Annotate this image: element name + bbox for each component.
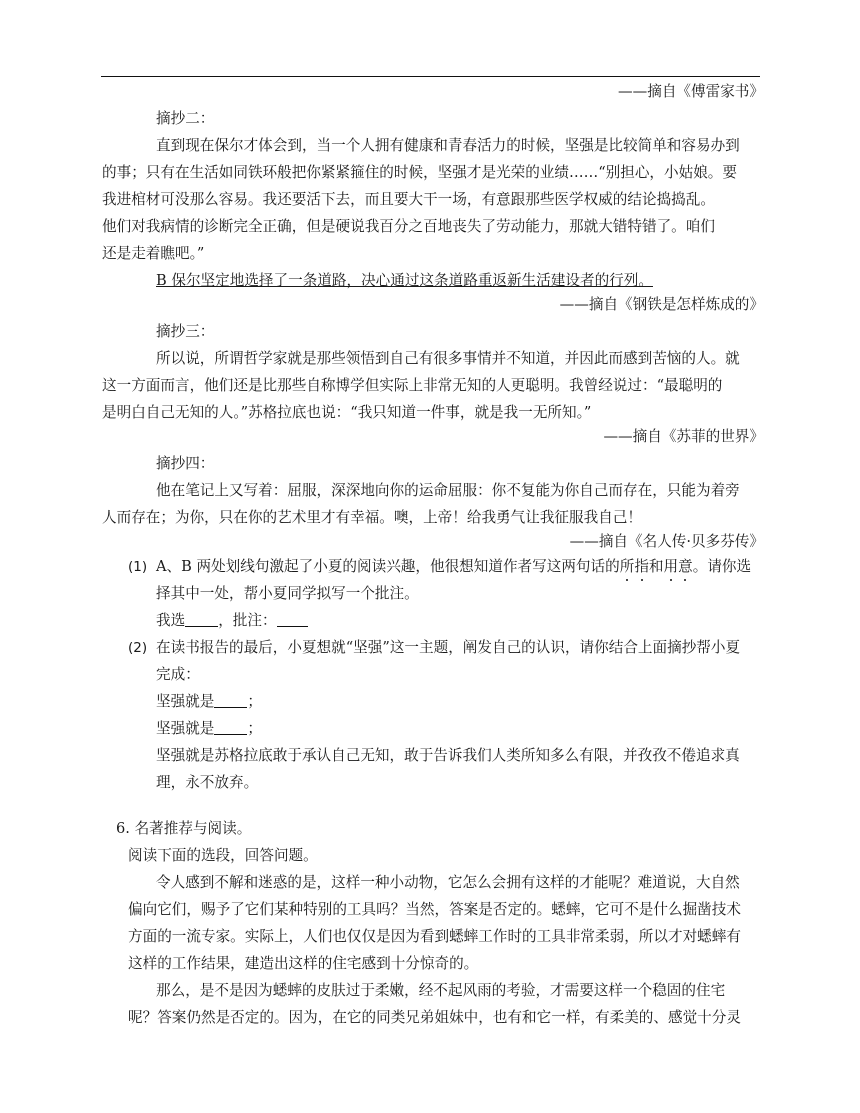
answer-blank-2[interactable]	[214, 720, 247, 735]
passage-line: 方面的一流专家。实际上，人们也仅仅是因为看到蟋蟀工作时的工具非常柔弱，所以才对蟋蟀有	[128, 928, 741, 945]
excerpt4-line: 他在笔记上又写着：屈服，深深地向你的运命屈服：你不复能为你自己而存在，只能为着旁	[156, 482, 740, 499]
excerpt3-line: 是明白自己无知的人。”苏格拉底也说：“我只知道一件事，就是我一无所知。”	[102, 404, 592, 421]
header-rule	[101, 76, 760, 77]
question-6-instruction: 阅读下面的选段，回答问题。	[128, 847, 318, 864]
question-2-line2: 完成：	[156, 666, 200, 683]
excerpt2-line: 的事；只有在生活如同铁环般把你紧紧箍住的时候，坚强才是光荣的业绩……“别担心，小姑娘。要	[102, 164, 737, 181]
excerpt4-line: 人而存在；为你，只在你的艺术里才有幸福。噢，上帝！给我勇气让我征服我自己！	[102, 509, 642, 526]
choice-blank[interactable]	[185, 612, 218, 627]
answer-blank-1[interactable]	[214, 693, 247, 708]
excerpt2-heading: 摘抄二：	[156, 110, 215, 127]
passage-line: 这样的工作结果，建造出这样的住宅感到十分惊奇的。	[128, 955, 479, 972]
question-2-number: (2)	[128, 640, 148, 656]
excerpt2-line: 我进棺材可没那么容易。我还要活下去，而且要大干一场，有意跟那些医学权威的结论捣捣乱。	[102, 191, 715, 208]
excerpt3-line: 这一方面而言，他们还是比那些自称博学但实际上非常无知的人更聪明。我曾经说过：“最聪明的	[102, 377, 723, 394]
question-1-line: A、B 两处划线句激起了小夏的阅读兴趣，他很想知道作者写这两句话的所指 和用意 。请你选	[156, 557, 751, 577]
question-1-line2: 择其中一处，帮小夏同学拟写一个批注。	[156, 585, 419, 602]
excerpt2-source: ——摘自《钢铁是怎样炼成的》	[559, 296, 764, 313]
excerpt3-source: ——摘自《苏菲的世界》	[603, 428, 764, 445]
question-6-title: 6. 名著推荐与阅读。	[116, 820, 252, 837]
excerpt4-source: ——摘自《名人传·贝多芬传》	[569, 533, 764, 550]
excerpt1-source: ——摘自《傅雷家书》	[618, 83, 764, 100]
passage-line: 偏向它们，赐予了它们某种特别的工具吗？当然，答案是否定的。蟋蟀，它可不是什么掘凿技术	[128, 901, 741, 918]
passage-line: 令人感到不解和迷惑的是，这样一种小动物，它怎么会拥有这样的才能呢？难道说，大自然	[156, 874, 740, 891]
annotation-blank[interactable]	[277, 612, 308, 627]
excerpt4-heading: 摘抄四：	[156, 455, 215, 472]
emphasis-yongyi: 用意	[664, 558, 693, 575]
question-2-line5: 坚强就是苏格拉底敢于承认自己无知，敢于告诉我们人类所知多么有限，并孜孜不倦追求真	[156, 747, 740, 764]
excerpt3-line: 所以说，所谓哲学家就是那些领悟到自己有很多事情并不知道，并因此而感到苦恼的人。就	[156, 350, 740, 367]
question-2-line6: 理，永不放弃。	[156, 774, 259, 791]
excerpt2-line: 还是走着瞧吧。”	[102, 245, 205, 262]
question-2-line: 在读书报告的最后，小夏想就“坚强”这一主题，阐发自己的认识，请你结合上面摘抄帮小夏	[156, 639, 741, 656]
excerpt2-line: 直到现在保尔才体会到，当一个人拥有健康和青春活力的时候，坚强是比较简单和容易办到	[156, 137, 740, 154]
passage-line: 呢？答案仍然是否定的。因为，在它的同类兄弟姐妹中，也有和它一样，有柔美的、感觉十分灵	[128, 1009, 741, 1026]
passage-line: 那么，是不是因为蟋蟀的皮肤过于柔嫩，经不起风雨的考验，才需要这样一个稳固的住宅	[156, 982, 726, 999]
fill-line-2: 坚强就是 ；	[156, 720, 262, 737]
fill-line-1: 坚强就是 ；	[156, 693, 262, 710]
emphasis-suozhi: 所指	[620, 558, 649, 575]
question-1-number: (1)	[128, 559, 148, 575]
excerpt2-line: 他们对我病情的诊断完全正确，但是硬说我百分之百地丧失了劳动能力，那就大错特错了。咱们	[102, 218, 715, 235]
question-1-answer: 我选 ，批注：	[156, 611, 308, 631]
excerpt3-heading: 摘抄三：	[156, 323, 215, 340]
underlined-sentence-b: B 保尔坚定地选择了一条道路，决心通过这条道路重返新生活建设者的行列。	[156, 272, 653, 289]
